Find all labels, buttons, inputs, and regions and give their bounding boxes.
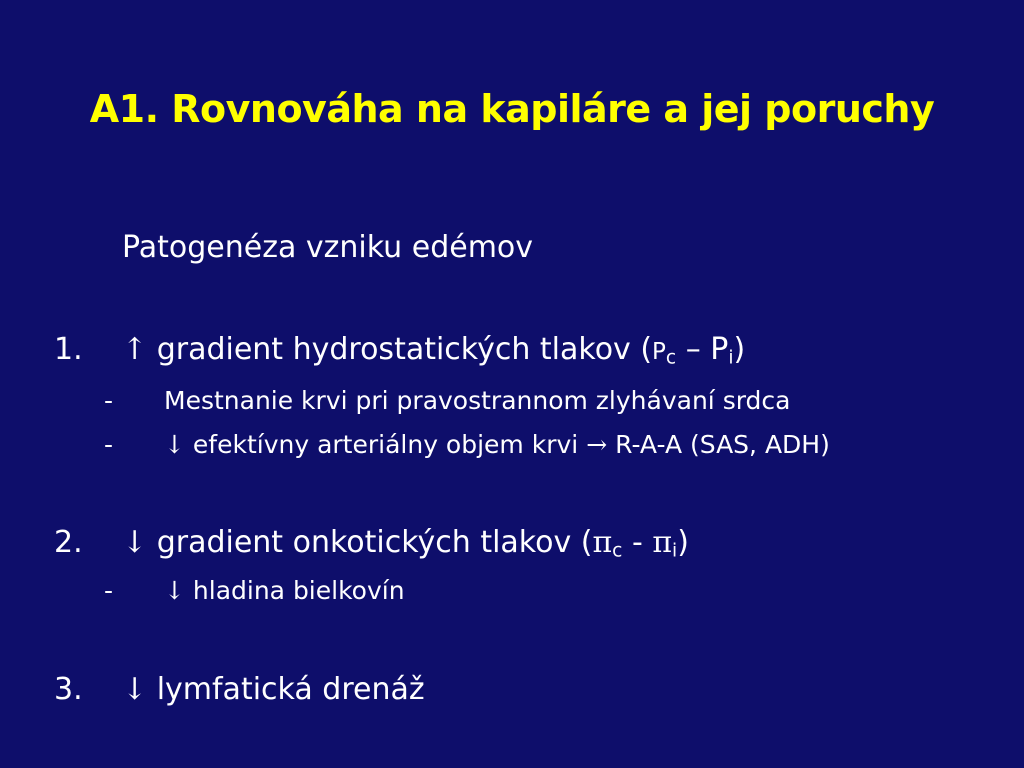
var-pi: π <box>592 525 613 560</box>
sub-item-text: hladina bielkovín <box>192 576 405 605</box>
var-p: P <box>710 332 729 367</box>
dash: - <box>104 576 114 605</box>
dash: - <box>104 386 114 415</box>
item-text: lymfatická drenáž <box>156 672 425 707</box>
arrow-right-icon: → <box>586 430 608 459</box>
var-pi: π <box>652 525 673 560</box>
slide-subtitle: Patogenéza vzniku edémov <box>122 230 534 265</box>
item-text: gradient hydrostatických tlakov ( <box>156 332 653 367</box>
arrow-down-icon: ↓ <box>164 430 185 459</box>
operator: - <box>631 525 643 560</box>
subscript-c: c <box>612 540 623 562</box>
sub-item-1-2 <box>104 428 830 462</box>
close-paren: ) <box>677 525 689 560</box>
list-item-1 <box>54 330 745 372</box>
item-number: 1. <box>54 332 83 367</box>
arrow-down-icon: ↓ <box>164 576 185 605</box>
slide-title: A1. Rovnováha na kapiláre a jej poruchy <box>89 87 935 131</box>
list-item-3 <box>54 670 425 710</box>
sub-item-2-1 <box>104 574 405 608</box>
var-p: P <box>652 339 666 365</box>
sub-item-text-2: R-A-A (SAS, ADH) <box>615 430 830 459</box>
close-paren: ) <box>733 332 746 367</box>
list-item-2 <box>54 523 689 563</box>
arrow-up-icon: ↑ <box>122 332 148 367</box>
dash: - <box>104 430 114 459</box>
sub-item-text: Mestnanie krvi pri pravostrannom zlyhávaní srdca <box>164 386 791 415</box>
sub-item-1-1 <box>104 384 791 418</box>
sub-item-text: efektívny arteriálny objem krvi <box>192 430 579 459</box>
arrow-down-icon: ↓ <box>122 672 148 707</box>
subscript-i: i <box>672 540 678 562</box>
item-number: 3. <box>54 672 83 707</box>
item-text: gradient onkotických tlakov ( <box>156 525 593 560</box>
operator: – <box>685 332 701 367</box>
subscript-c: c <box>665 347 677 369</box>
subscript-i: i <box>728 347 734 369</box>
item-number: 2. <box>54 525 83 560</box>
arrow-down-icon: ↓ <box>122 525 148 560</box>
